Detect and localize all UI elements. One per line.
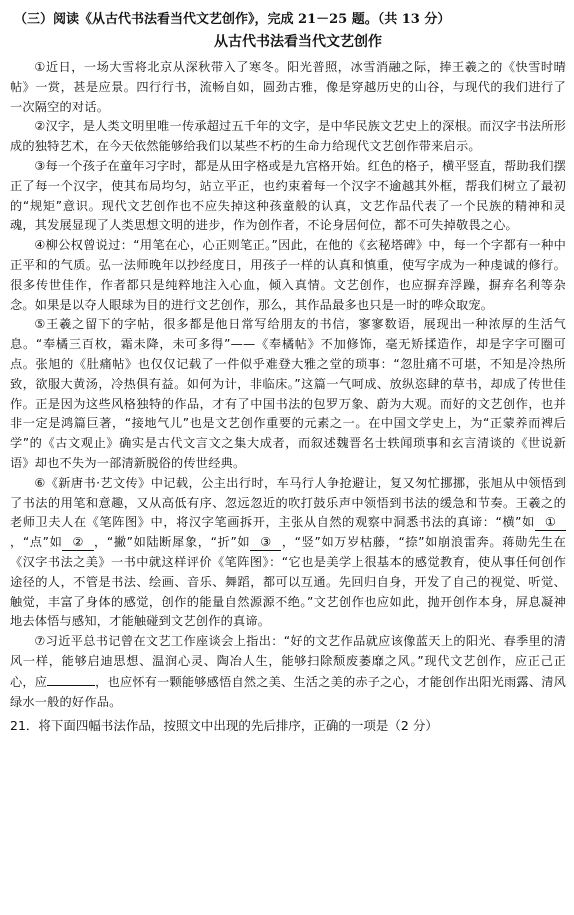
fill-blank-3: ③ <box>250 535 281 551</box>
paragraph-5: ⑤王羲之留下的字帖，很多都是他日常写给朋友的书信，寥寥数语，展现出一种浓厚的生活气息。“奉橘三百枚，霜未降，未可多得”——《奉橘帖》不加修饰，毫无矫揉造作，却是字字可圈可点。张旭的《肚痛帖》也仅仅记载了一件似乎难登大雅之堂的琐事：“忽肚痛不可堪，不知是冷热所致，欲服大黄汤，冷热俱有益。如何为计，非临床。”这篇一气呵成、放纵恣肆的草书，却成了传世佳作。正是因为这些风格独特的作品，才有了中国书法的包罗万象、蔚为大观。而好的文艺创作，也并非一定是鸿篇巨著，“接地气儿”也是文艺创作重要的元素之一。在中国文学史上，为“正蒙养而裨后学”的《古文观止》确实是古代文言文之集大成者，而叙述魏晋名士轶闻琐事和玄言清谈的《世说新语》却也不失为一部清新脱俗的传世经典。 <box>10 317 566 470</box>
paragraph-3: ③每一个孩子在童年习字时，都是从田字格或是九宫格开始。红色的格子，横平竖直，帮助我们摆正了每一个汉字，使其布局均匀，站立平正，也约束着每一个汉字不逾越其外框，帮我们树立了最初的“规矩”意识。现代文艺创作也不应失掉这种孩童般的认真，文艺作品代表了一个民族的精神和灵魂，其发展显现了人类思想文明的进步，作为创作者，不论身居何位，都不可失掉敬畏之心。 <box>10 158 566 233</box>
fill-blank-1: ① <box>535 515 566 531</box>
paragraph-2: ②汉字，是人类文明里唯一传承超过五千年的文字，是中华民族文艺史上的深根。而汉字书法所形成的独特艺术，在今天依然能够给我们以某些不朽的生命力给现代文艺创作带来启示。 <box>10 119 566 154</box>
paragraph-6-text-a: ⑥《新唐书·艺文传》中记载，公主出行时，车马行人争抢避让，复又匆忙挪挪，张旭从中领悟到了书法的用笔和意趣，又从高低有序、忽远忽近的吹打鼓乐声中领悟到书法的缓急和节奏。王羲之的老师卫夫人在《笔阵图》中，将汉字笔画拆开，主张从自然的观察中洞悉书法的真谛：“横”如 <box>10 475 566 530</box>
paragraph-7-text-a: ⑦习近平总书记曾在文艺工作座谈会上指出：“好的文艺作品就应该像蓝天上的阳光、春季里的清风一样，能够启迪思想、温润心灵、陶冶人生，能够扫除颓废萎靡之风。”现代文艺创作，应正己正心，应 <box>10 634 566 689</box>
paragraph-6-text-c: ，“撇”如陆断犀象，“折”如 <box>93 535 251 550</box>
paragraph-7 <box>10 632 566 712</box>
paragraph-6 <box>10 474 566 632</box>
article-title: 从古代书法看当代文艺创作 <box>214 34 382 50</box>
fill-blank-empty <box>47 672 95 686</box>
paragraph-7-text-b: ，也应怀有一颗能够感悟自然之美、生活之美的赤子之心，才能创作出阳光雨露、清风绿水一般的好作品。 <box>10 674 566 709</box>
question-21: 21．将下面四幅书法作品，按照文中出现的先后排序，正确的一项是（2 分） <box>10 718 438 734</box>
paragraph-6-text-b: ，“点”如 <box>10 535 63 550</box>
fill-blank-2: ② <box>62 535 93 551</box>
paragraph-4: ④柳公权曾说过：“用笔在心，心正则笔正。”因此，在他的《玄秘塔碑》中，每一个字都有一种中正平和的气质。弘一法师晚年以抄经度日，用孩子一样的认真和慎重，使写字成为一种虔诚的修行。很多传世佳作，作者都只是纯粹地注入心血，倾入真情。文艺创作，也应摒弃浮躁，摒弃名利等杂念。如果是以夺人眼球为目的进行文艺创作，那么，其作品最多也只是一时的哗众取宠。 <box>10 238 566 312</box>
paragraph-1: ①近日，一场大雪将北京从深秋带入了寒冬。阳光普照，冰雪消融之际，捧王羲之的《快雪时晴帖》一赏，甚是应景。四行行书，流畅自如，圆劲古雅，像是穿越历史的山谷，与现代的我们进行了一次隔空的对话。 <box>10 60 566 114</box>
section-header: （三）阅读《从古代书法看当代文艺创作》，完成 21－25 题。（共 13 分） <box>14 12 451 27</box>
paragraph-6-text-d: ，“竖”如万岁枯藤，“捺”如崩浪雷奔。蒋勋先生在《汉字书法之美》一书中就这样评价《笔阵图》：“它也是美学上很基本的感觉教育，使从事任何创作途径的人，不管是书法、绘画、音乐、舞蹈，都可以互通。先回归自身，开发了自己的视觉、听觉、触觉，丰富了身体的感觉，创作的能量自然源源不绝。”文艺创作也应如此，抛开创作本身，屏息凝神地去体悟与感知，才能触碰到文艺创作的真谛。 <box>10 535 566 629</box>
